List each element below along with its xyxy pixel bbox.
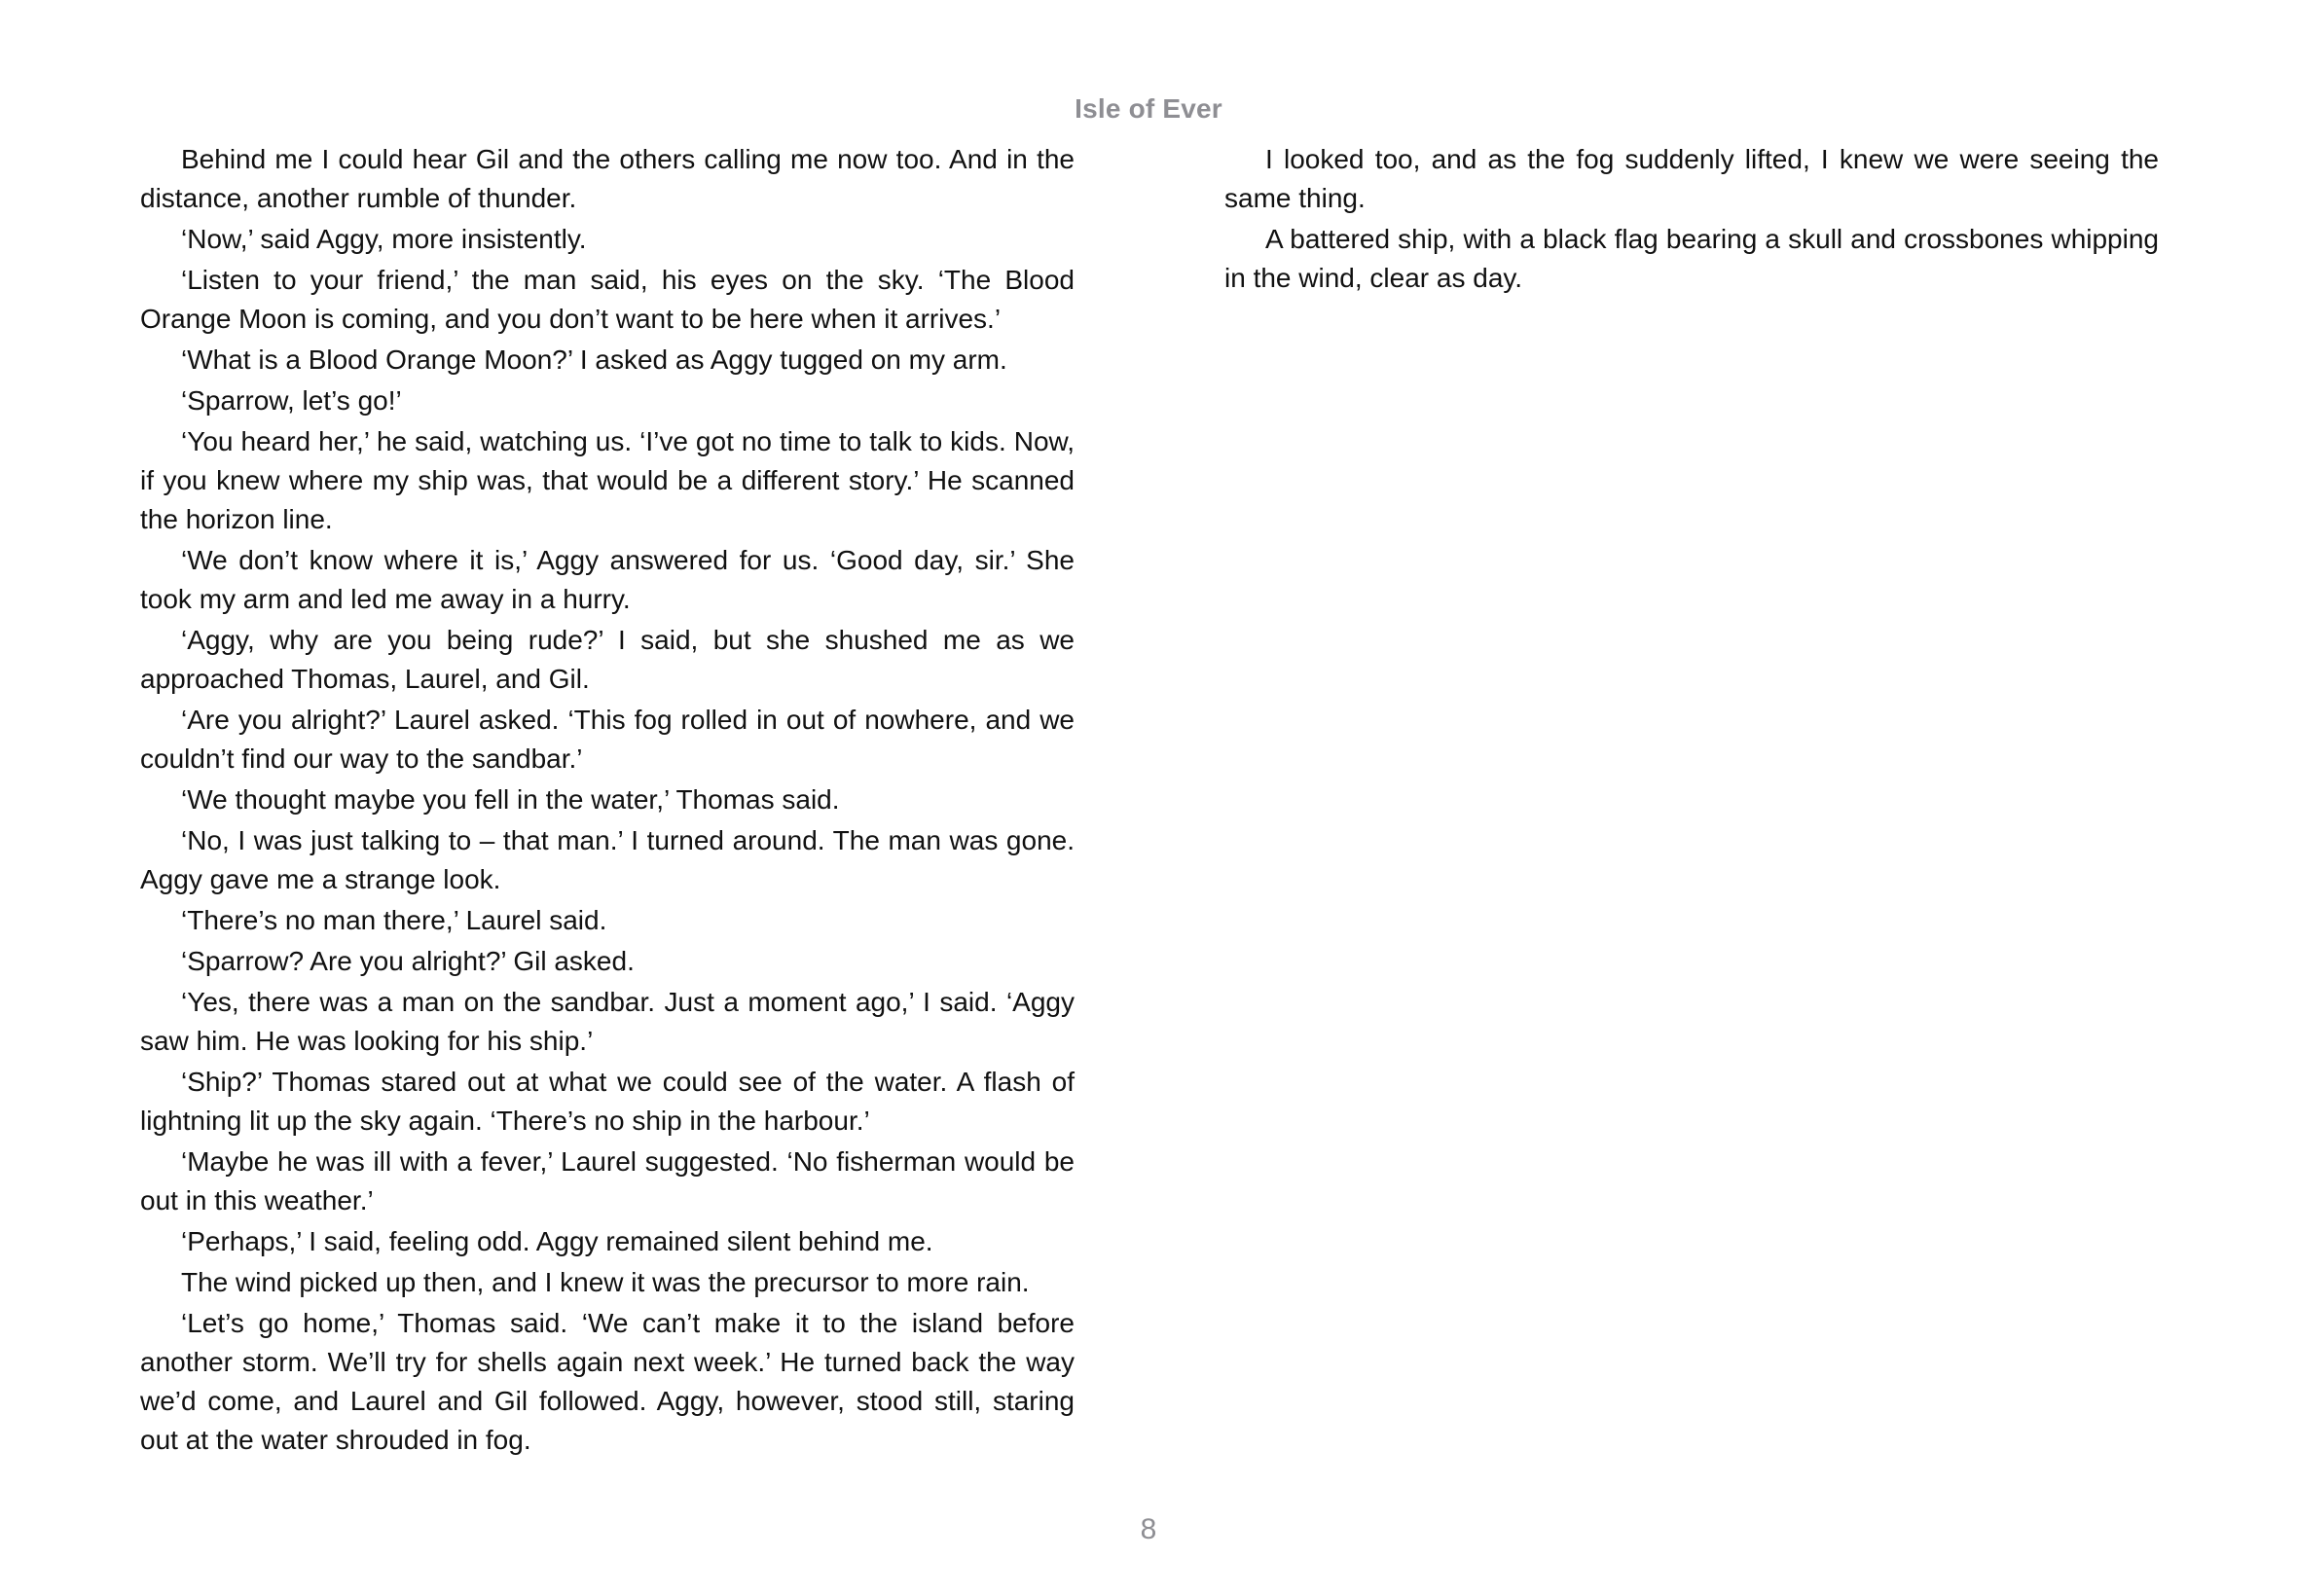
paragraph: ‘Maybe he was ill with a fever,’ Laurel suggested. ‘No fisherman would be out in this weather.’ <box>140 1146 1075 1215</box>
paragraph: The wind picked up then, and I knew it was the precursor to more rain. <box>181 1267 1030 1297</box>
paragraph: ‘Sparrow? Are you alright?’ Gil asked. <box>181 946 635 976</box>
left-text-column <box>140 140 1075 1462</box>
paragraph: ‘What is a Blood Orange Moon?’ I asked as Aggy tugged on my arm. <box>181 345 1007 375</box>
page-number: 8 <box>1140 1513 1157 1545</box>
paragraph: ‘Let’s go home,’ Thomas said. ‘We can’t make it to the island before another storm. We’ll try for shells again next week.’ He turned back the way we’d come, and Laurel and Gil followed. Aggy, however, stood still, staring out at the water shrouded in fog. <box>140 1308 1075 1455</box>
paragraph: I looked too, and as the fog suddenly lifted, I knew we were seeing the same thing. <box>1224 144 2159 213</box>
paragraph: ‘We thought maybe you fell in the water,’ Thomas said. <box>181 784 840 815</box>
paragraph: ‘Are you alright?’ Laurel asked. ‘This fog rolled in out of nowhere, and we couldn’t find our way to the sandbar.’ <box>140 705 1075 774</box>
right-text-column <box>1224 140 2159 300</box>
paragraph: ‘No, I was just talking to – that man.’ I turned around. The man was gone. Aggy gave me a strange look. <box>140 825 1075 894</box>
paragraph: ‘There’s no man there,’ Laurel said. <box>181 905 607 935</box>
paragraph: ‘Aggy, why are you being rude?’ I said, but she shushed me as we approached Thomas, Laurel, and Gil. <box>140 625 1075 694</box>
paragraph: ‘Ship?’ Thomas stared out at what we could see of the water. A flash of lightning lit up the sky again. ‘There’s no ship in the harbour.’ <box>140 1067 1075 1136</box>
paragraph: Behind me I could hear Gil and the others calling me now too. And in the distance, another rumble of thunder. <box>140 144 1075 213</box>
paragraph: ‘You heard her,’ he said, watching us. ‘I’ve got no time to talk to kids. Now, if you knew where my ship was, that would be a different story.’ He scanned the horizon line. <box>140 426 1075 534</box>
paragraph: ‘Perhaps,’ I said, feeling odd. Aggy remained silent behind me. <box>181 1226 933 1256</box>
paragraph: A battered ship, with a black flag bearing a skull and crossbones whipping in the wind, clear as day. <box>1224 224 2159 293</box>
paragraph: ‘Now,’ said Aggy, more insistently. <box>181 224 587 254</box>
paragraph: ‘Sparrow, let’s go!’ <box>181 385 402 416</box>
paragraph: ‘Listen to your friend,’ the man said, his eyes on the sky. ‘The Blood Orange Moon is coming, and you don’t want to be here when it arrives.’ <box>140 265 1075 334</box>
paragraph: ‘Yes, there was a man on the sandbar. Just a moment ago,’ I said. ‘Aggy saw him. He was looking for his ship.’ <box>140 987 1075 1056</box>
paragraph: ‘We don’t know where it is,’ Aggy answered for us. ‘Good day, sir.’ She took my arm and led me away in a hurry. <box>140 545 1075 614</box>
book-title: Isle of Ever <box>1075 93 1222 124</box>
